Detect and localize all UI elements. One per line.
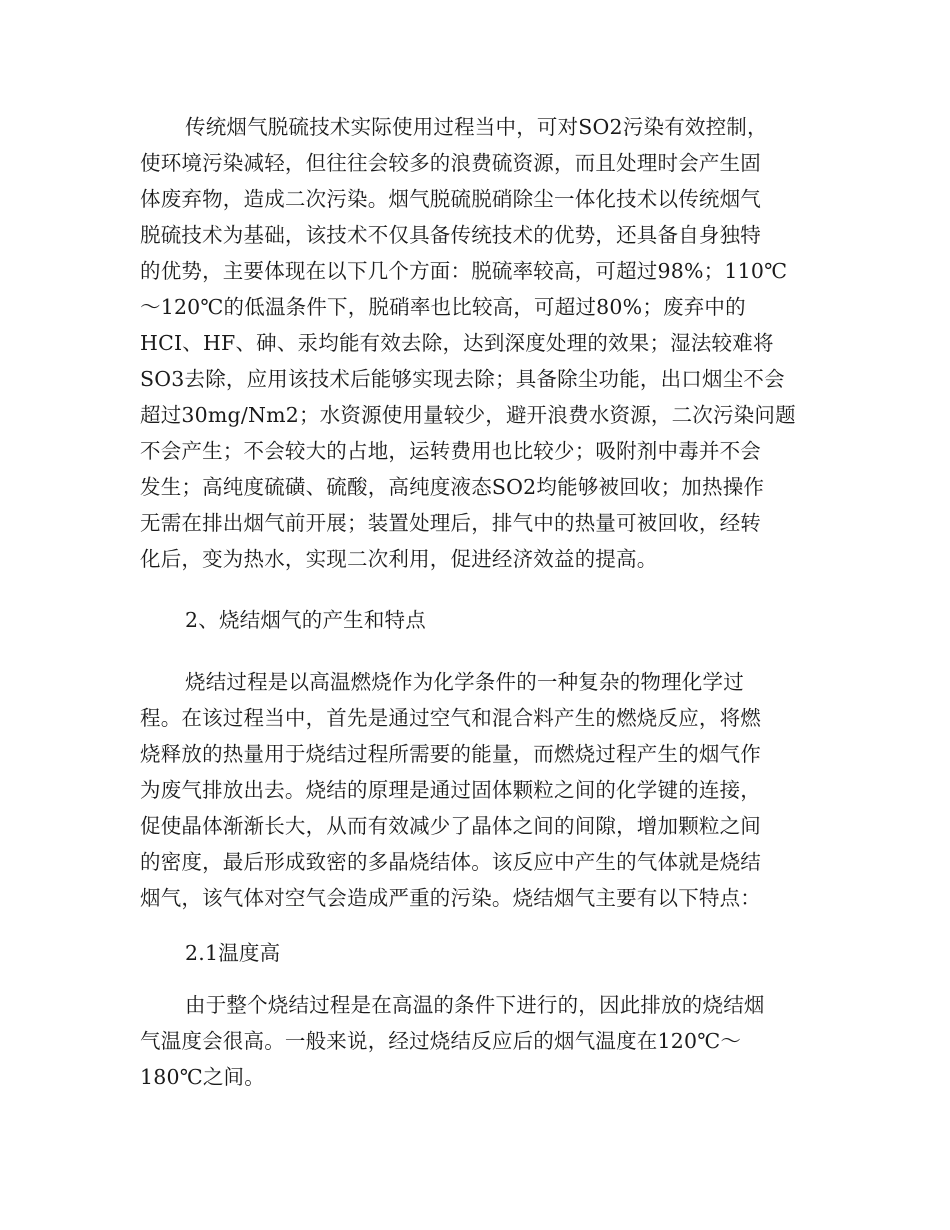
paragraph-line: 促使晶体渐渐长大，从而有效减少了晶体之间的间隙，增加颗粒之间 (140, 814, 761, 838)
paragraph-line: 烧结过程是以高温燃烧作为化学条件的一种复杂的物理化学过 (185, 670, 744, 694)
paragraph-line: 180℃之间。 (140, 1065, 265, 1089)
paragraph-line: 传统烟气脱硫技术实际使用过程当中，可对SO2污染有效控制， (185, 115, 768, 139)
paragraph-line: 烧释放的热量用于烧结过程所需要的能量，而燃烧过程产生的烟气作 (140, 742, 761, 766)
paragraph-line: 无需在排出烟气前开展；装置处理后，排气中的热量可被回收，经转 (140, 511, 761, 535)
paragraph-line: 由于整个烧结过程是在高温的条件下进行的，因此排放的烧结烟 (185, 993, 765, 1017)
paragraph-line: 脱硫技术为基础，该技术不仅具备传统技术的优势，还具备自身独特 (140, 223, 761, 247)
paragraph-line: SO3去除，应用该技术后能够实现去除；具备除尘功能，出口烟尘不会 (140, 367, 785, 391)
section-heading: 2、烧结烟气的产生和特点 (185, 608, 426, 632)
paragraph-line: 气温度会很高。一般来说，经过烧结反应后的烟气温度在120℃～ (140, 1029, 742, 1053)
paragraph-line: 的密度，最后形成致密的多晶烧结体。该反应中产生的气体就是烧结 (140, 850, 761, 874)
paragraph-line: HCI、HF、砷、汞均能有效去除，达到深度处理的效果；湿法较难将 (140, 331, 774, 355)
paragraph-line: 不会产生；不会较大的占地，运转费用也比较少；吸附剂中毒并不会 (140, 439, 761, 463)
paragraph-line: 为废气排放出去。烧结的原理是通过固体颗粒之间的化学键的连接， (140, 778, 761, 802)
paragraph-line: 的优势，主要体现在以下几个方面：脱硫率较高，可超过98%；110℃ (140, 259, 788, 283)
paragraph-line: ～120℃的低温条件下，脱硝率也比较高，可超过80%；废弃中的 (140, 295, 746, 319)
paragraph-line: 烟气，该气体对空气会造成严重的污染。烧结烟气主要有以下特点： (140, 886, 761, 910)
paragraph-line: 使环境污染减轻，但往往会较多的浪费硫资源，而且处理时会产生固 (140, 151, 761, 175)
paragraph-line: 超过30mg/Nm2；水资源使用量较少，避开浪费水资源，二次污染问题 (140, 403, 796, 427)
paragraph-line: 体废弃物，造成二次污染。烟气脱硫脱硝除尘一体化技术以传统烟气 (140, 187, 761, 211)
paragraph-line: 发生；高纯度硫磺、硫酸，高纯度液态SO2均能够被回收；加热操作 (140, 475, 765, 499)
paragraph-line: 程。在该过程当中，首先是通过空气和混合料产生的燃烧反应，将燃 (140, 706, 761, 730)
subsection-heading: 2.1温度高 (185, 941, 281, 965)
paragraph-line: 化后，变为热水，实现二次利用，促进经济效益的提高。 (140, 547, 658, 571)
